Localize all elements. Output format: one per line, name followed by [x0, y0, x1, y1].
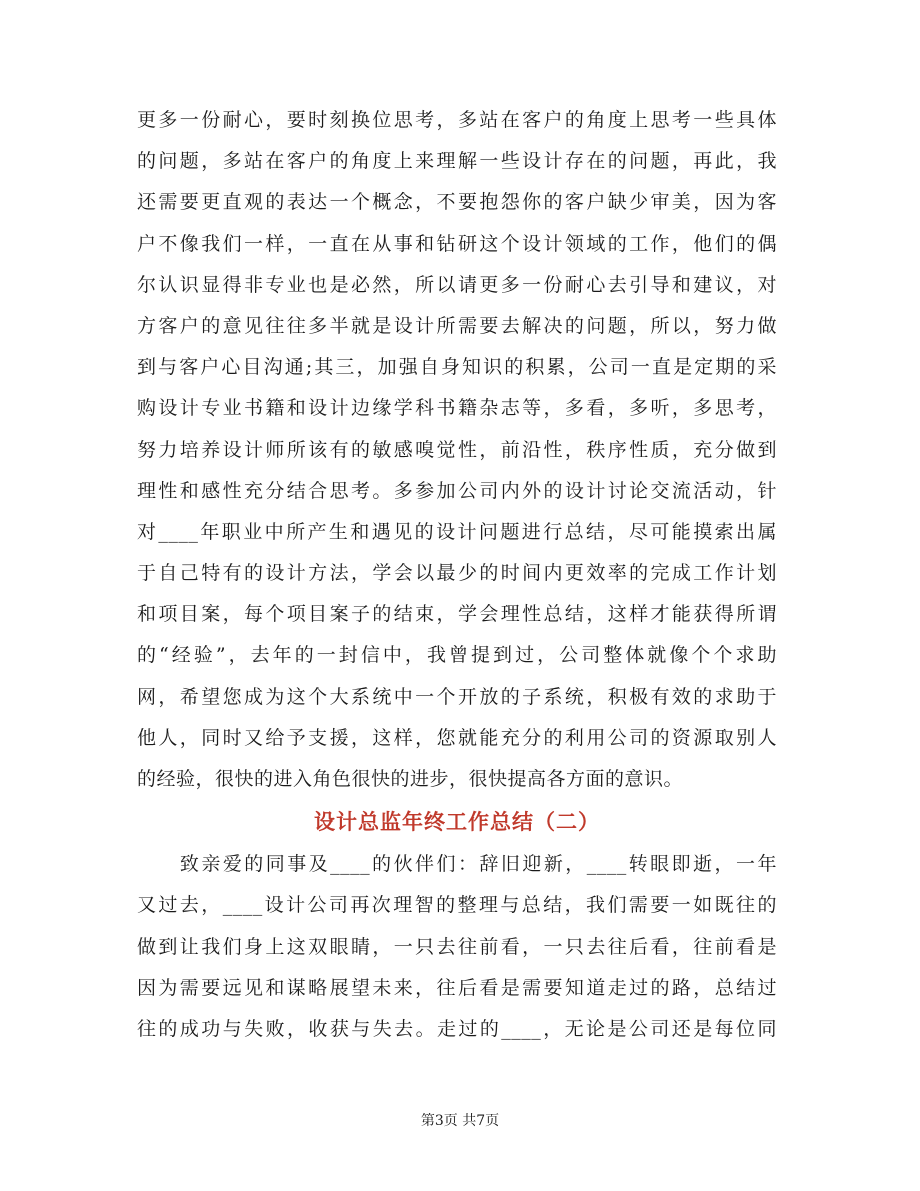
- text-line: 更多一份耐心，要时刻换位思考，多站在客户的角度上思考一些具体: [137, 109, 777, 131]
- page-number-footer: 第3页 共7页: [420, 1113, 500, 1129]
- text-line: 于自己特有的设计方法，学会以最少的时间内更效率的完成工作计划: [137, 562, 777, 585]
- text-line: 往的成功与失败，收获与失去。走过的____，无论是公司还是每位同: [137, 1017, 777, 1040]
- text-line: 尔认识显得非专业也是必然，所以请更多一份耐心去引导和建议，对: [137, 273, 777, 296]
- text-line: 的问题，多站在客户的角度上来理解一些设计存在的问题，再此，我: [137, 150, 777, 173]
- paragraph-2: [137, 844, 777, 1050]
- text-line: 购设计专业书籍和设计边缘学科书籍杂志等，多看，多听，多思考，: [137, 397, 777, 420]
- text-line: 因为需要远见和谋略展望未来，往后看是需要知道走过的路，总结过: [137, 976, 777, 999]
- text-line: 对____年职业中所产生和遇见的设计问题进行总结，尽可能摸索出属: [137, 520, 777, 543]
- text-line: 的“经验”，去年的一封信中，我曾提到过，公司整体就像个个求助: [137, 644, 777, 667]
- text-line: 和项目案，每个项目案子的结束，学会理性总结，这样才能获得所谓: [137, 603, 777, 626]
- document-body: [137, 100, 777, 1050]
- text-line: 又过去，____设计公司再次理智的整理与总结，我们需要一如既往的: [137, 894, 777, 917]
- section-heading: 设计总监年终工作总结（二）: [314, 809, 600, 835]
- text-line: 户不像我们一样，一直在从事和钻研这个设计领域的工作，他们的偶: [137, 232, 777, 255]
- text-line: 致亲爱的同事及____的伙伴们：辞旧迎新，____转眼即逝，一年: [137, 853, 777, 876]
- text-line: 的经验，很快的进入角色很快的进步，很快提高各方面的意识。: [137, 768, 684, 790]
- text-line: 他人，同时又给予支援，这样，您就能充分的利用公司的资源取别人: [137, 726, 777, 749]
- text-line: 努力培养设计师所该有的敏感嗅觉性，前沿性，秩序性质，充分做到: [137, 438, 777, 461]
- text-line: 网，希望您成为这个大系统中一个开放的子系统，积极有效的求助于: [137, 685, 777, 708]
- text-line: 理性和感性充分结合思考。多参加公司内外的设计讨论交流活动，针: [137, 479, 777, 502]
- text-line: 做到让我们身上这双眼睛，一只去往前看，一只去往后看，往前看是: [137, 935, 777, 958]
- text-line: 还需要更直观的表达一个概念，不要抱怨你的客户缺少审美，因为客: [137, 191, 777, 214]
- paragraph-1: [137, 100, 777, 800]
- text-line: 方客户的意见往往多半就是设计所需要去解决的问题，所以，努力做: [137, 314, 777, 337]
- text-line: 到与客户心目沟通;其三，加强自身知识的积累，公司一直是定期的采: [137, 356, 777, 379]
